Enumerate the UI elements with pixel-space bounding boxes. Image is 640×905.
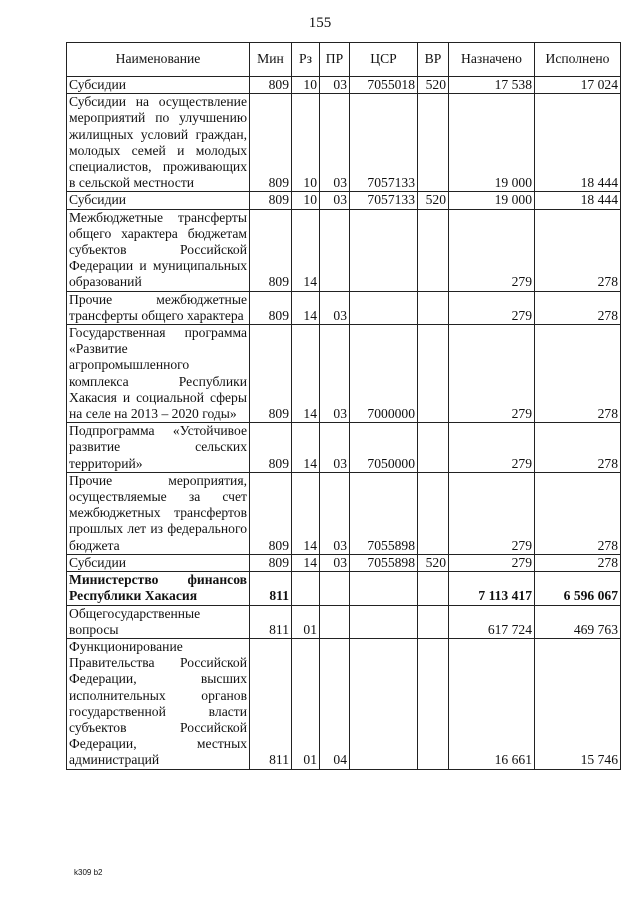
cell-executed: 17 024 (535, 77, 621, 94)
cell-csr (350, 605, 418, 638)
cell-pr: 03 (320, 554, 350, 571)
table-row (67, 291, 621, 324)
cell-rz: 14 (292, 554, 320, 571)
cell-min: 809 (250, 209, 292, 291)
header-name: Наименование (67, 43, 250, 77)
cell-pr: 04 (320, 638, 350, 769)
table-row (67, 192, 621, 209)
cell-rz (292, 572, 320, 605)
cell-vr: 520 (418, 554, 449, 571)
cell-assigned: 279 (449, 423, 535, 473)
cell-vr (418, 209, 449, 291)
cell-min: 809 (250, 325, 292, 423)
cell-csr (350, 572, 418, 605)
cell-rz: 10 (292, 94, 320, 192)
cell-name: Субсидии (67, 554, 250, 571)
cell-pr: 03 (320, 77, 350, 94)
cell-assigned: 279 (449, 325, 535, 423)
cell-csr: 7055898 (350, 472, 418, 554)
cell-vr (418, 638, 449, 769)
cell-csr (350, 291, 418, 324)
cell-pr: 03 (320, 423, 350, 473)
header-executed: Исполнено (535, 43, 621, 77)
cell-vr (418, 291, 449, 324)
table-row (67, 572, 621, 605)
cell-pr (320, 605, 350, 638)
cell-vr (418, 423, 449, 473)
cell-executed: 15 746 (535, 638, 621, 769)
cell-rz: 01 (292, 638, 320, 769)
cell-csr: 7000000 (350, 325, 418, 423)
cell-min: 811 (250, 572, 292, 605)
footer-code: k309 b2 (74, 868, 103, 877)
header-pr: ПР (320, 43, 350, 77)
table-row (67, 423, 621, 473)
header-vr: ВР (418, 43, 449, 77)
cell-vr: 520 (418, 192, 449, 209)
cell-vr (418, 94, 449, 192)
cell-vr (418, 325, 449, 423)
cell-rz: 10 (292, 77, 320, 94)
cell-assigned: 279 (449, 472, 535, 554)
cell-vr (418, 472, 449, 554)
cell-rz: 14 (292, 325, 320, 423)
cell-rz: 14 (292, 423, 320, 473)
cell-rz: 14 (292, 209, 320, 291)
cell-executed: 278 (535, 209, 621, 291)
cell-min: 809 (250, 94, 292, 192)
cell-csr: 7050000 (350, 423, 418, 473)
table-row (67, 605, 621, 638)
cell-min: 811 (250, 638, 292, 769)
table-row (67, 554, 621, 571)
cell-min: 809 (250, 291, 292, 324)
table-row (67, 209, 621, 291)
cell-assigned: 279 (449, 209, 535, 291)
cell-pr: 03 (320, 325, 350, 423)
header-row (67, 43, 621, 77)
cell-assigned: 617 724 (449, 605, 535, 638)
cell-csr: 7055898 (350, 554, 418, 571)
cell-csr: 7057133 (350, 94, 418, 192)
cell-csr: 7055018 (350, 77, 418, 94)
cell-name: Подпрограмма «Устойчивое развитие сельских территорий» (67, 423, 250, 473)
cell-executed: 18 444 (535, 192, 621, 209)
cell-name: Субсидии на осуществление мероприятий по улучшению жилищных условий граждан, молодых семей и молодых специалистов, проживающих в сельской местности (67, 94, 250, 192)
cell-pr: 03 (320, 94, 350, 192)
cell-name: Субсидии (67, 192, 250, 209)
table-row (67, 325, 621, 423)
cell-name: Функционирование Правительства Российской Федерации, высших исполнительных органов государственной власти субъектов Российской Федерации, местных администраций (67, 638, 250, 769)
cell-min: 809 (250, 554, 292, 571)
table-row (67, 77, 621, 94)
cell-rz: 14 (292, 472, 320, 554)
header-rz: Рз (292, 43, 320, 77)
page-number: 155 (308, 15, 332, 31)
cell-executed: 6 596 067 (535, 572, 621, 605)
cell-assigned: 279 (449, 554, 535, 571)
cell-executed: 278 (535, 291, 621, 324)
cell-csr (350, 638, 418, 769)
cell-vr: 520 (418, 77, 449, 94)
cell-csr: 7057133 (350, 192, 418, 209)
cell-name: Министерство финансов Республики Хакасия (67, 572, 250, 605)
cell-name: Государственная программа «Развитие агропромышленного комплекса Республики Хакасия и социальной сферы на селе на 2013 – 2020 годы» (67, 325, 250, 423)
cell-assigned: 19 000 (449, 94, 535, 192)
cell-vr (418, 572, 449, 605)
cell-rz: 10 (292, 192, 320, 209)
cell-min: 809 (250, 472, 292, 554)
cell-name: Прочие межбюджетные трансферты общего характера (67, 291, 250, 324)
cell-pr (320, 209, 350, 291)
header-csr: ЦСР (350, 43, 418, 77)
cell-min: 811 (250, 605, 292, 638)
table-row (67, 472, 621, 554)
cell-vr (418, 605, 449, 638)
cell-name: Межбюджетные трансферты общего характера бюджетам субъектов Российской Федерации и муниципальных образований (67, 209, 250, 291)
cell-executed: 18 444 (535, 94, 621, 192)
table-row (67, 638, 621, 769)
cell-name: Субсидии (67, 77, 250, 94)
cell-pr: 03 (320, 472, 350, 554)
table-row (67, 94, 621, 192)
cell-assigned: 16 661 (449, 638, 535, 769)
cell-min: 809 (250, 192, 292, 209)
cell-executed: 278 (535, 423, 621, 473)
cell-pr: 03 (320, 291, 350, 324)
header-assigned: Назначено (449, 43, 535, 77)
cell-rz: 01 (292, 605, 320, 638)
cell-name: Общегосударственные вопросы (67, 605, 250, 638)
cell-min: 809 (250, 423, 292, 473)
cell-name: Прочие мероприятия, осуществляемые за счет межбюджетных трансфертов прошлых лет из федерального бюджета (67, 472, 250, 554)
cell-executed: 278 (535, 472, 621, 554)
header-min: Мин (250, 43, 292, 77)
cell-assigned: 19 000 (449, 192, 535, 209)
cell-assigned: 279 (449, 291, 535, 324)
cell-executed: 278 (535, 554, 621, 571)
cell-rz: 14 (292, 291, 320, 324)
budget-table (66, 42, 621, 770)
cell-pr (320, 572, 350, 605)
cell-assigned: 17 538 (449, 77, 535, 94)
cell-csr (350, 209, 418, 291)
cell-executed: 469 763 (535, 605, 621, 638)
cell-min: 809 (250, 77, 292, 94)
cell-executed: 278 (535, 325, 621, 423)
cell-assigned: 7 113 417 (449, 572, 535, 605)
cell-pr: 03 (320, 192, 350, 209)
